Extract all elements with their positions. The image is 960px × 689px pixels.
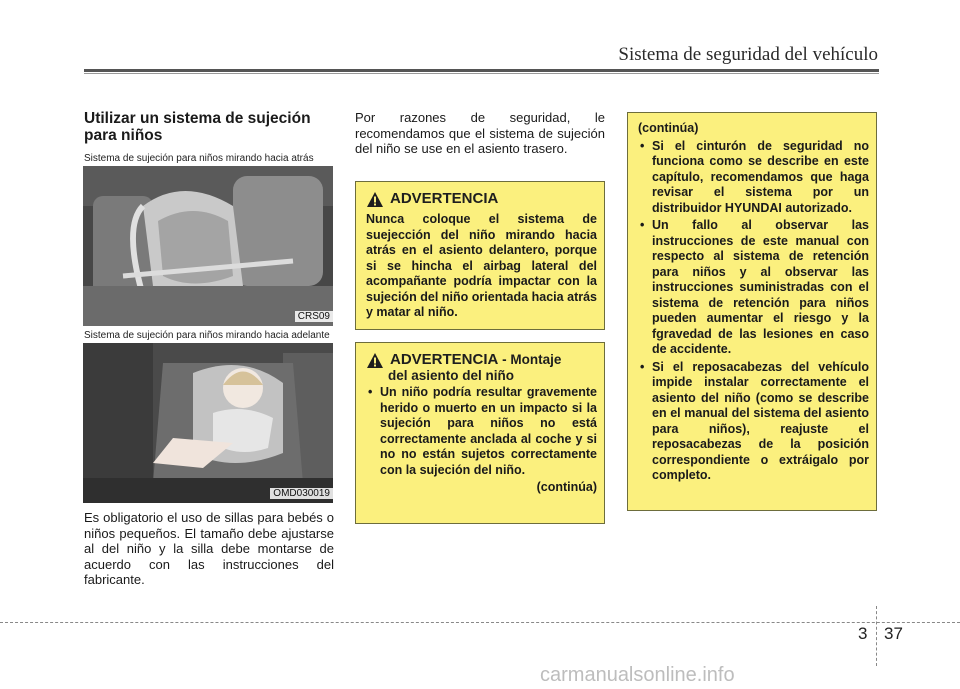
image1-caption: Sistema de sujeción para niños mirando hacia atrás	[84, 153, 314, 164]
warning-box-mounting	[355, 342, 605, 524]
warning-box-airbag	[355, 181, 605, 330]
page-header-title: Sistema de seguridad del vehículo	[618, 44, 878, 65]
header-rule-thin	[84, 73, 879, 74]
footer-page-divider	[876, 606, 877, 666]
warning2-continues: (continúa)	[536, 480, 597, 494]
image1-code: CRS09	[295, 311, 333, 322]
left-paragraph: Es obligatorio el uso de sillas para bebés o niños pequeños. El tamaño debe ajustarse al del niño y la silla debe montarse de acuerdo con las instrucciones del fabricante.	[84, 510, 334, 587]
middle-paragraph: Por razones de seguridad, le recomendamos que el sistema de sujeción del niño se use en el asiento trasero.	[355, 110, 605, 156]
list-item: • Si el reposacabezas del vehículo impide instalar correctamente el asiento del niño (como se describe en el manual del sistema del asiento para niños), reajuste el reposacabezas de la posición correspondiente o extráigalo por completo.	[638, 360, 869, 484]
warning-triangle-icon	[366, 352, 384, 369]
rear-facing-seat-illustration	[83, 166, 333, 326]
header-rule	[84, 69, 879, 72]
warning1-title: ADVERTENCIA	[390, 190, 499, 207]
list-item: • Si el cinturón de seguridad no funciona como se describe en este capítulo, recomendamos que haga revisar el sistema por un distribuidor HYUNDAI autorizado.	[638, 139, 869, 217]
footer-rule	[0, 622, 960, 623]
rear-facing-seat-drawing	[83, 166, 333, 326]
image2-caption: Sistema de sujeción para niños mirando hacia adelante	[84, 330, 330, 341]
warning2-subtitle-part1: - Montaje	[498, 352, 562, 367]
forward-facing-seat-drawing	[83, 343, 333, 503]
section-heading-line2: para niños	[84, 127, 163, 144]
forward-facing-seat-illustration	[83, 343, 333, 503]
warning2-title: ADVERTENCIA	[390, 351, 499, 368]
watermark-text: carmanualsonline.info	[540, 664, 735, 686]
warning2-subtitle-part2: del asiento del niño	[388, 368, 515, 383]
list-item: • Un fallo al observar las instrucciones de este manual con respecto al sistema de retención para niños y al observar las instrucciones suministradas con el sistema de retención para niños pueden aumentar el riesgo y la fgravedad de las lesiones en caso de accidente.	[638, 218, 869, 358]
image2-code: OMD030019	[270, 488, 333, 499]
warning-triangle-icon	[366, 191, 384, 208]
right-continued-heading: (continúa)	[638, 121, 699, 135]
list-item: • Un niño podría resultar gravemente herido o muerto en un impacto si la sujeción para niños no está correctamente anclada al coche y si no no están sujetos correctamente con la sujeción del niño.	[366, 385, 597, 478]
right-list	[638, 139, 869, 484]
warning2-list	[366, 385, 597, 478]
section-heading	[84, 110, 324, 144]
warning-box-continued	[627, 112, 877, 511]
warning1-body: Nunca coloque el sistema de suejección del niño mirando hacia atrás en el asiento delantero, porque si se hincha el airbag lateral del acompañante podría impactar con la sujeción del niño orientada hacia atrás y matar al niño.	[366, 212, 597, 319]
warning2-title-row	[366, 351, 597, 383]
warning1-title-row	[366, 190, 597, 208]
section-heading-line1: Utilizar un sistema de sujeción	[84, 110, 311, 127]
chapter-number: 3	[858, 624, 868, 643]
page-number: 37	[884, 624, 903, 643]
